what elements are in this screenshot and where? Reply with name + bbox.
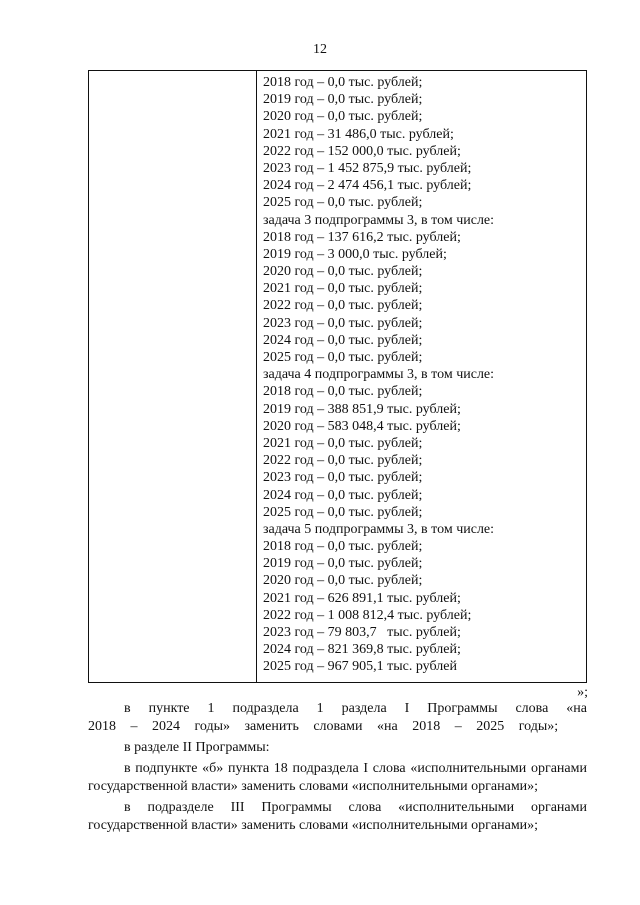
table-line: задача 4 подпрограммы 3, в том числе: [263, 367, 495, 383]
table-line: 2025 год – 0,0 тыс. рублей; [263, 350, 423, 365]
table-line: 2020 год – 0,0 тыс. рублей; [263, 109, 423, 125]
table-line: 2020 год – 583 048,4 тыс. рублей; [263, 418, 461, 434]
paragraph-section-1-amendment: в пункте 1 подраздела 1 раздела I Программы слова «на 2018 – 2024 годы» заменить словами «на 2018 – 2025 годы»; [88, 701, 587, 734]
table-line: 2021 год – 31 486,0 тыс. рублей; [263, 126, 454, 142]
table-line: 2022 год – 152 000,0 тыс. рублей; [263, 143, 461, 159]
table-line: 2025 год – 967 905,1 тыс. рублей [263, 659, 457, 675]
paragraph-subsection-3-amendment: в подразделе III Программы слова «исполнительными органами государственной власти» заменить словами «исполнительными органами»; [88, 800, 587, 833]
table-line: задача 5 подпрограммы 3, в том числе: [263, 521, 495, 537]
table-line: 2019 год – 0,0 тыс. рублей; [263, 92, 423, 108]
table-line: 2020 год – 0,0 тыс. рублей; [263, 264, 423, 280]
table-left-cell [89, 71, 257, 682]
table-line: 2024 год – 821 369,8 тыс. рублей; [263, 642, 461, 658]
table-right-cell [263, 74, 582, 676]
table-line: 2025 год – 0,0 тыс. рублей; [263, 195, 423, 211]
table-line: 2019 год – 0,0 тыс. рублей; [263, 556, 423, 572]
table-line: 2023 год – 0,0 тыс. рублей; [263, 470, 423, 486]
table-line: 2019 год – 388 851,9 тыс. рублей; [263, 401, 461, 417]
table-line: 2023 год – 79 803,7 тыс. рублей; [263, 625, 461, 640]
table-line: 2020 год – 0,0 тыс. рублей; [263, 573, 423, 589]
table-line: 2018 год – 137 616,2 тыс. рублей; [263, 229, 461, 245]
table-line: 2024 год – 0,0 тыс. рублей; [263, 487, 423, 503]
table-line: 2021 год – 0,0 тыс. рублей; [263, 281, 423, 297]
table-line: 2022 год – 0,0 тыс. рублей; [263, 453, 423, 469]
table-line: 2019 год – 3 000,0 тыс. рублей; [263, 246, 447, 262]
table-line: 2024 год – 0,0 тыс. рублей; [263, 332, 423, 348]
table-line: 2023 год – 0,0 тыс. рублей; [263, 315, 423, 331]
financing-table [88, 70, 587, 683]
table-line: 2025 год – 0,0 тыс. рублей; [263, 504, 423, 520]
table-line: 2024 год – 2 474 456,1 тыс. рублей; [263, 178, 472, 194]
table-line: 2018 год – 0,0 тыс. рублей; [263, 384, 423, 400]
table-line: 2021 год – 626 891,1 тыс. рублей; [263, 590, 461, 606]
paragraph-section-2-heading: в разделе II Программы: [124, 740, 270, 755]
closing-quote: »; [577, 685, 588, 700]
paragraph-subpoint-b-amendment: в подпункте «б» пункта 18 подраздела I слова «исполнительными органами государственной власти» заменить словами «исполнительными органами»; [88, 761, 587, 794]
table-line: 2022 год – 1 008 812,4 тыс. рублей; [263, 607, 472, 623]
table-line: 2018 год – 0,0 тыс. рублей; [263, 539, 423, 555]
table-line: 2022 год – 0,0 тыс. рублей; [263, 298, 423, 314]
table-line: 2018 год – 0,0 тыс. рублей; [263, 75, 423, 90]
page-number: 12 [313, 42, 327, 57]
amendment-text [88, 700, 587, 838]
table-line: 2021 год – 0,0 тыс. рублей; [263, 435, 423, 451]
table-line: задача 3 подпрограммы 3, в том числе: [263, 212, 495, 228]
table-line: 2023 год – 1 452 875,9 тыс. рублей; [263, 160, 472, 176]
